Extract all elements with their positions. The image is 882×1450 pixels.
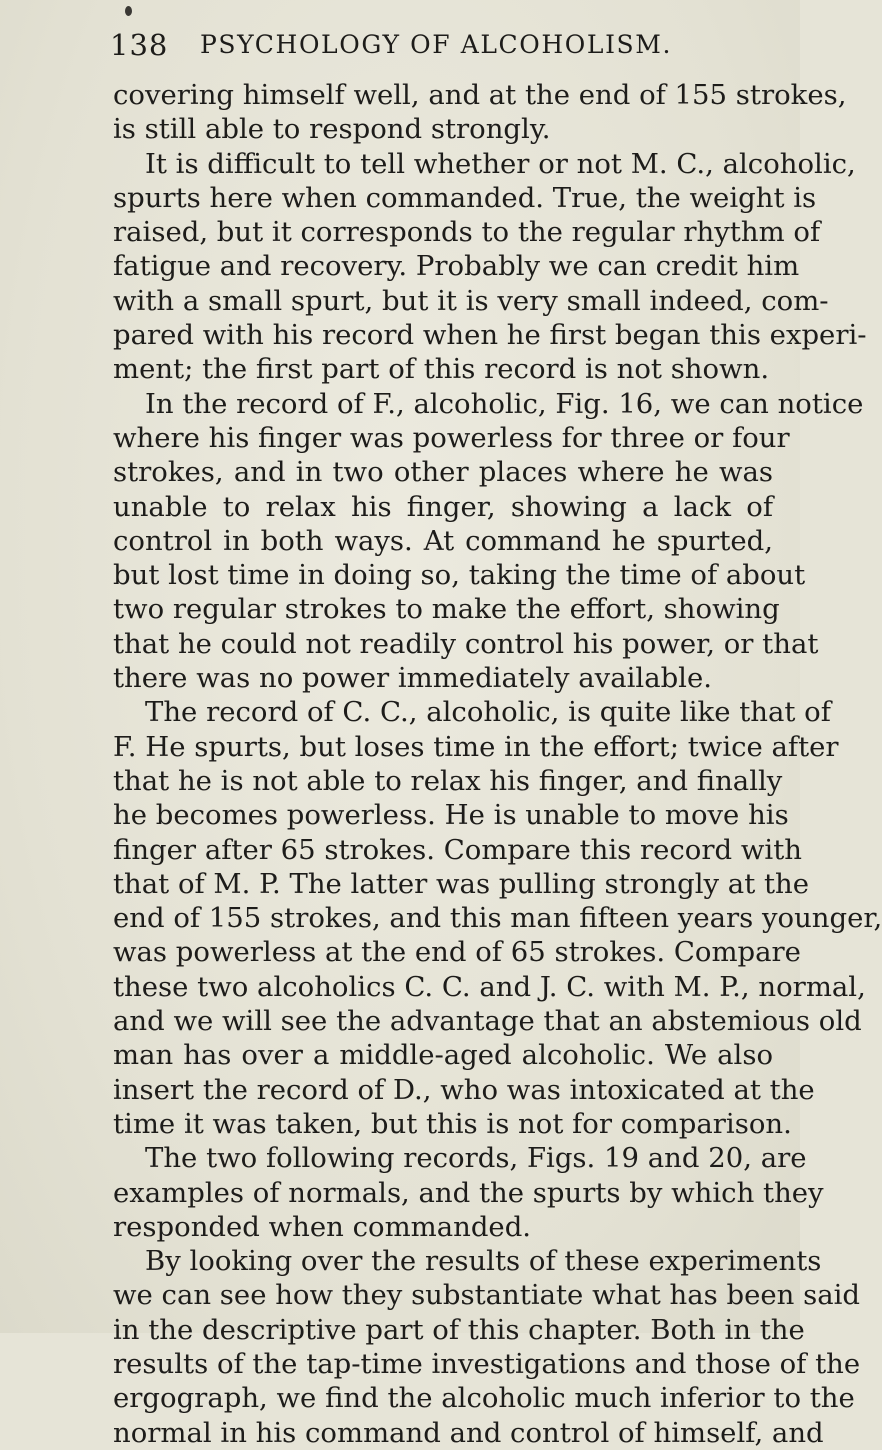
text-line: In the record of F., alcoholic, Fig. 16, we can notice (145, 387, 864, 420)
text-line: in the descriptive part of this chapter. Both in the (113, 1313, 805, 1346)
text-line: that of M. P. The latter was pulling strongly at the (113, 867, 810, 900)
text-line: strokes, and in two other places where he was (113, 456, 773, 489)
text-line: is still able to respond strongly. (113, 113, 551, 146)
text-line: By looking over the results of these experiments (145, 1245, 822, 1278)
text-line: spurts here when commanded. True, the weight is (113, 181, 817, 214)
text-line: that he is not able to relax his finger, and finally (113, 764, 783, 797)
page-header (110, 28, 760, 68)
text-line: he becomes powerless. He is unable to move his (113, 799, 789, 832)
text-line: unable to relax his finger, showing a lack of (113, 490, 773, 523)
text-line: where his finger was powerless for three or four (113, 421, 790, 454)
text-line: results of the tap-time investigations and those of the (113, 1347, 861, 1380)
text-line: with a small spurt, but it is very small indeed, com- (113, 284, 829, 317)
page-number: 138 (110, 28, 169, 62)
ink-spot (125, 6, 132, 16)
text-line: time it was taken, but this is not for comparison. (113, 1107, 792, 1140)
text-line: but lost time in doing so, taking the time of about (113, 559, 806, 592)
text-line: examples of normals, and the spurts by which they (113, 1176, 824, 1209)
text-line: The record of C. C., alcoholic, is quite like that of (145, 696, 831, 729)
text-line: that he could not readily control his power, or that (113, 627, 819, 660)
text-line: ergograph, we find the alcoholic much inferior to the (113, 1382, 855, 1415)
text-line: ment; the first part of this record is not shown. (113, 353, 770, 386)
body-text (113, 78, 882, 1450)
text-line: control in both ways. At command he spurted, (113, 524, 773, 557)
text-line: normal in his command and control of himself, and (113, 1416, 824, 1449)
text-line: two regular strokes to make the effort, showing (113, 593, 780, 626)
text-line: fatigue and recovery. Probably we can credit him (113, 250, 800, 283)
text-line: raised, but it corresponds to the regular rhythm of (113, 216, 821, 249)
text-line: was powerless at the end of 65 strokes. Compare (113, 936, 801, 969)
running-head: PSYCHOLOGY OF ALCOHOLISM. (200, 30, 673, 59)
text-line: man has over a middle-aged alcoholic. We also (113, 1039, 773, 1072)
text-line: and we will see the advantage that an abstemious old (113, 1005, 862, 1038)
text-line: finger after 65 strokes. Compare this record with (113, 833, 802, 866)
text-line: F. He spurts, but loses time in the effort; twice after (113, 730, 839, 763)
text-line: insert the record of D., who was intoxicated at the (113, 1073, 815, 1106)
text-line: these two alcoholics C. C. and J. C. with M. P., normal, (113, 970, 866, 1003)
text-line: there was no power immediately available. (113, 662, 712, 695)
text-line: covering himself well, and at the end of 155 strokes, (113, 79, 847, 111)
text-line: pared with his record when he first began this experi- (113, 319, 867, 352)
text-line: end of 155 strokes, and this man fifteen years younger, (113, 902, 882, 935)
text-line: The two following records, Figs. 19 and 20, are (145, 1142, 807, 1175)
text-line: responded when commanded. (113, 1210, 532, 1243)
text-line: It is difficult to tell whether or not M. C., alcoholic, (145, 147, 856, 180)
text-line: we can see how they substantiate what has been said (113, 1279, 860, 1312)
